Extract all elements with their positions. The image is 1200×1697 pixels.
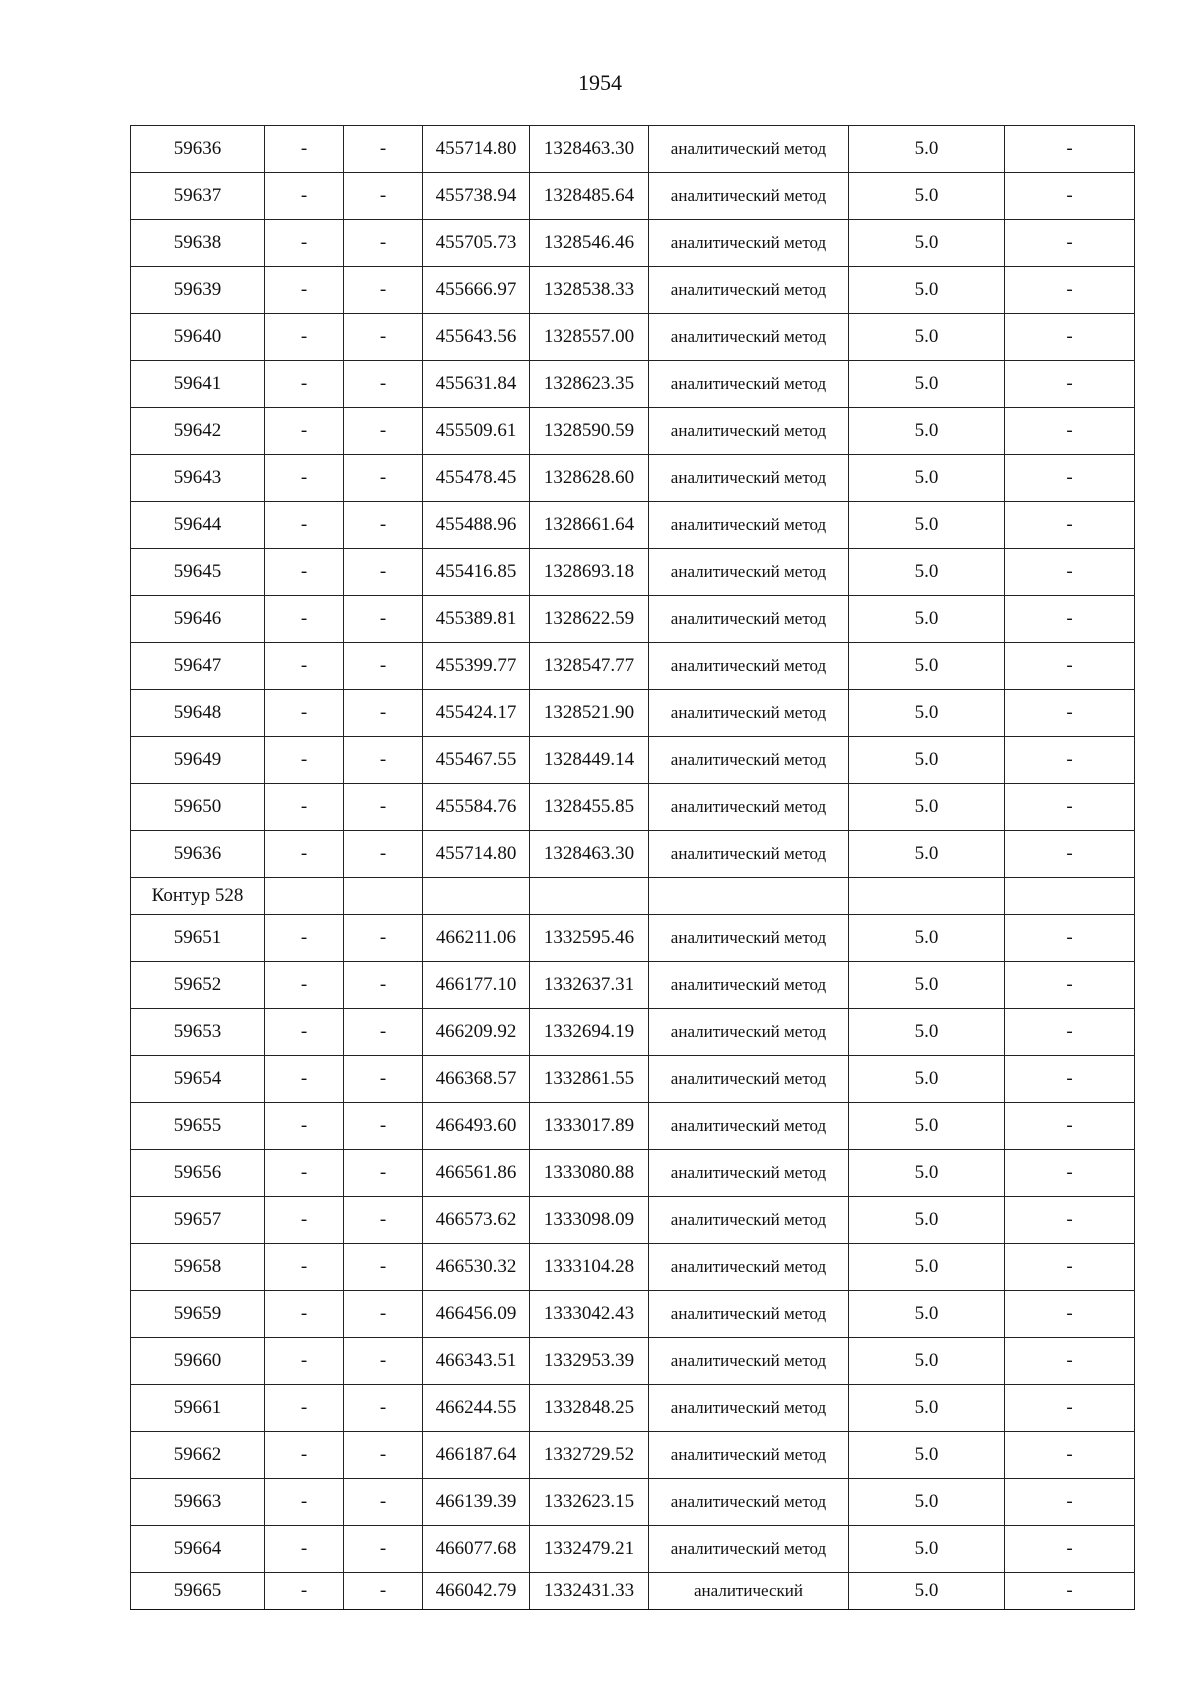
precision-cell: 5.0	[849, 1291, 1005, 1338]
note-cell: -	[1005, 737, 1135, 784]
column-2-cell: -	[265, 1432, 344, 1479]
y-coordinate-cell: 1328485.64	[530, 173, 649, 220]
x-coordinate-cell: 455714.80	[423, 126, 530, 173]
x-coordinate-cell: 466177.10	[423, 962, 530, 1009]
note-cell: -	[1005, 549, 1135, 596]
section-row	[131, 878, 1135, 915]
column-3-cell: -	[344, 1573, 423, 1610]
method-cell: аналитический метод	[649, 1009, 849, 1056]
y-coordinate-cell: 1328455.85	[530, 784, 649, 831]
note-cell: -	[1005, 1385, 1135, 1432]
column-3-cell: -	[344, 737, 423, 784]
precision-cell: 5.0	[849, 737, 1005, 784]
table-row	[131, 502, 1135, 549]
x-coordinate-cell: 466244.55	[423, 1385, 530, 1432]
precision-cell: 5.0	[849, 267, 1005, 314]
column-3-cell: -	[344, 455, 423, 502]
note-cell: -	[1005, 173, 1135, 220]
y-coordinate-cell: 1328463.30	[530, 831, 649, 878]
table-row	[131, 1526, 1135, 1573]
column-3-cell: -	[344, 126, 423, 173]
y-coordinate-cell: 1333017.89	[530, 1103, 649, 1150]
column-3-cell: -	[344, 1150, 423, 1197]
point-number-cell: 59662	[131, 1432, 265, 1479]
y-coordinate-cell: 1332729.52	[530, 1432, 649, 1479]
note-cell: -	[1005, 1197, 1135, 1244]
precision-cell: 5.0	[849, 314, 1005, 361]
column-2-cell: -	[265, 549, 344, 596]
x-coordinate-cell: 455509.61	[423, 408, 530, 455]
note-cell: -	[1005, 126, 1135, 173]
column-3-cell: -	[344, 408, 423, 455]
precision-cell: 5.0	[849, 962, 1005, 1009]
precision-cell: 5.0	[849, 1338, 1005, 1385]
point-number-cell: 59656	[131, 1150, 265, 1197]
note-cell: -	[1005, 1432, 1135, 1479]
point-number-cell: 59653	[131, 1009, 265, 1056]
note-cell: -	[1005, 1009, 1135, 1056]
column-2-cell: -	[265, 1244, 344, 1291]
column-3-cell: -	[344, 502, 423, 549]
x-coordinate-cell: 466561.86	[423, 1150, 530, 1197]
method-cell: аналитический метод	[649, 1103, 849, 1150]
column-2-cell: -	[265, 267, 344, 314]
x-coordinate-cell: 455478.45	[423, 455, 530, 502]
note-cell: -	[1005, 455, 1135, 502]
table-row	[131, 267, 1135, 314]
precision-cell: 5.0	[849, 361, 1005, 408]
table-row	[131, 1244, 1135, 1291]
y-coordinate-cell: 1332431.33	[530, 1573, 649, 1610]
column-3-cell: -	[344, 549, 423, 596]
x-coordinate-cell: 455631.84	[423, 361, 530, 408]
method-cell: аналитический метод	[649, 314, 849, 361]
note-cell: -	[1005, 1479, 1135, 1526]
note-cell: -	[1005, 502, 1135, 549]
precision-cell: 5.0	[849, 1009, 1005, 1056]
column-3-cell: -	[344, 1244, 423, 1291]
column-2-cell: -	[265, 831, 344, 878]
point-number-cell: 59648	[131, 690, 265, 737]
x-coordinate-cell: 455705.73	[423, 220, 530, 267]
column-3-cell: -	[344, 915, 423, 962]
x-coordinate-cell: 466493.60	[423, 1103, 530, 1150]
column-3-cell: -	[344, 314, 423, 361]
note-cell: -	[1005, 1526, 1135, 1573]
y-coordinate-cell: 1328449.14	[530, 737, 649, 784]
table-row	[131, 1573, 1135, 1610]
note-cell: -	[1005, 1291, 1135, 1338]
column-3-cell: -	[344, 1479, 423, 1526]
x-coordinate-cell: 455643.56	[423, 314, 530, 361]
page-number: 1954	[578, 70, 622, 95]
table-row	[131, 1150, 1135, 1197]
precision-cell: 5.0	[849, 784, 1005, 831]
column-2-cell: -	[265, 784, 344, 831]
column-2-cell: -	[265, 1197, 344, 1244]
column-2-cell: -	[265, 361, 344, 408]
table-row	[131, 831, 1135, 878]
precision-cell: 5.0	[849, 1103, 1005, 1150]
y-coordinate-cell: 1332694.19	[530, 1009, 649, 1056]
x-coordinate-cell: 455488.96	[423, 502, 530, 549]
method-cell: аналитический метод	[649, 1056, 849, 1103]
empty-cell	[423, 878, 530, 915]
column-2-cell: -	[265, 690, 344, 737]
method-cell: аналитический	[649, 1573, 849, 1610]
x-coordinate-cell: 466530.32	[423, 1244, 530, 1291]
note-cell: -	[1005, 596, 1135, 643]
x-coordinate-cell: 466343.51	[423, 1338, 530, 1385]
note-cell: -	[1005, 314, 1135, 361]
x-coordinate-cell: 455666.97	[423, 267, 530, 314]
note-cell: -	[1005, 220, 1135, 267]
y-coordinate-cell: 1328547.77	[530, 643, 649, 690]
method-cell: аналитический метод	[649, 1479, 849, 1526]
y-coordinate-cell: 1328693.18	[530, 549, 649, 596]
method-cell: аналитический метод	[649, 1291, 849, 1338]
precision-cell: 5.0	[849, 643, 1005, 690]
precision-cell: 5.0	[849, 1244, 1005, 1291]
precision-cell: 5.0	[849, 1150, 1005, 1197]
y-coordinate-cell: 1328590.59	[530, 408, 649, 455]
table-row	[131, 596, 1135, 643]
precision-cell: 5.0	[849, 126, 1005, 173]
precision-cell: 5.0	[849, 220, 1005, 267]
point-number-cell: 59647	[131, 643, 265, 690]
method-cell: аналитический метод	[649, 831, 849, 878]
precision-cell: 5.0	[849, 690, 1005, 737]
table-row	[131, 361, 1135, 408]
point-number-cell: 59650	[131, 784, 265, 831]
point-number-cell: 59652	[131, 962, 265, 1009]
y-coordinate-cell: 1328628.60	[530, 455, 649, 502]
method-cell: аналитический метод	[649, 408, 849, 455]
method-cell: аналитический метод	[649, 596, 849, 643]
note-cell: -	[1005, 915, 1135, 962]
point-number-cell: 59661	[131, 1385, 265, 1432]
precision-cell: 5.0	[849, 915, 1005, 962]
column-3-cell: -	[344, 962, 423, 1009]
method-cell: аналитический метод	[649, 1432, 849, 1479]
point-number-cell: 59638	[131, 220, 265, 267]
x-coordinate-cell: 466209.92	[423, 1009, 530, 1056]
point-number-cell: 59654	[131, 1056, 265, 1103]
column-2-cell: -	[265, 1385, 344, 1432]
y-coordinate-cell: 1328538.33	[530, 267, 649, 314]
point-number-cell: 59642	[131, 408, 265, 455]
y-coordinate-cell: 1328661.64	[530, 502, 649, 549]
method-cell: аналитический метод	[649, 1197, 849, 1244]
note-cell: -	[1005, 1244, 1135, 1291]
table-row	[131, 455, 1135, 502]
precision-cell: 5.0	[849, 1385, 1005, 1432]
table-body	[131, 126, 1135, 1610]
x-coordinate-cell: 455738.94	[423, 173, 530, 220]
section-label: Контур 528	[131, 878, 265, 915]
column-2-cell: -	[265, 737, 344, 784]
x-coordinate-cell: 466042.79	[423, 1573, 530, 1610]
column-2-cell: -	[265, 596, 344, 643]
y-coordinate-cell: 1328623.35	[530, 361, 649, 408]
point-number-cell: 59663	[131, 1479, 265, 1526]
x-coordinate-cell: 466077.68	[423, 1526, 530, 1573]
column-3-cell: -	[344, 361, 423, 408]
precision-cell: 5.0	[849, 173, 1005, 220]
y-coordinate-cell: 1328521.90	[530, 690, 649, 737]
point-number-cell: 59637	[131, 173, 265, 220]
column-3-cell: -	[344, 1197, 423, 1244]
point-number-cell: 59645	[131, 549, 265, 596]
table-row	[131, 173, 1135, 220]
precision-cell: 5.0	[849, 1432, 1005, 1479]
empty-cell	[649, 878, 849, 915]
column-2-cell: -	[265, 1009, 344, 1056]
y-coordinate-cell: 1328463.30	[530, 126, 649, 173]
note-cell: -	[1005, 1338, 1135, 1385]
y-coordinate-cell: 1333042.43	[530, 1291, 649, 1338]
method-cell: аналитический метод	[649, 784, 849, 831]
point-number-cell: 59641	[131, 361, 265, 408]
method-cell: аналитический метод	[649, 549, 849, 596]
note-cell: -	[1005, 1056, 1135, 1103]
point-number-cell: 59657	[131, 1197, 265, 1244]
empty-cell	[265, 878, 344, 915]
point-number-cell: 59643	[131, 455, 265, 502]
method-cell: аналитический метод	[649, 173, 849, 220]
table-row	[131, 408, 1135, 455]
x-coordinate-cell: 466187.64	[423, 1432, 530, 1479]
column-2-cell: -	[265, 1338, 344, 1385]
method-cell: аналитический метод	[649, 1338, 849, 1385]
table-row	[131, 549, 1135, 596]
note-cell: -	[1005, 831, 1135, 878]
precision-cell: 5.0	[849, 455, 1005, 502]
point-number-cell: 59636	[131, 831, 265, 878]
method-cell: аналитический метод	[649, 1150, 849, 1197]
column-2-cell: -	[265, 173, 344, 220]
precision-cell: 5.0	[849, 596, 1005, 643]
y-coordinate-cell: 1332953.39	[530, 1338, 649, 1385]
y-coordinate-cell: 1328557.00	[530, 314, 649, 361]
table-row	[131, 1385, 1135, 1432]
point-number-cell: 59640	[131, 314, 265, 361]
point-number-cell: 59649	[131, 737, 265, 784]
point-number-cell: 59664	[131, 1526, 265, 1573]
method-cell: аналитический метод	[649, 1526, 849, 1573]
precision-cell: 5.0	[849, 549, 1005, 596]
column-2-cell: -	[265, 220, 344, 267]
precision-cell: 5.0	[849, 831, 1005, 878]
method-cell: аналитический метод	[649, 502, 849, 549]
point-number-cell: 59660	[131, 1338, 265, 1385]
point-number-cell: 59655	[131, 1103, 265, 1150]
note-cell: -	[1005, 408, 1135, 455]
column-2-cell: -	[265, 1150, 344, 1197]
note-cell: -	[1005, 643, 1135, 690]
column-2-cell: -	[265, 1573, 344, 1610]
method-cell: аналитический метод	[649, 455, 849, 502]
note-cell: -	[1005, 690, 1135, 737]
column-2-cell: -	[265, 1479, 344, 1526]
column-3-cell: -	[344, 267, 423, 314]
table-row	[131, 1103, 1135, 1150]
column-2-cell: -	[265, 455, 344, 502]
column-2-cell: -	[265, 1526, 344, 1573]
column-3-cell: -	[344, 1103, 423, 1150]
column-2-cell: -	[265, 962, 344, 1009]
point-number-cell: 59651	[131, 915, 265, 962]
table-row	[131, 690, 1135, 737]
precision-cell: 5.0	[849, 502, 1005, 549]
x-coordinate-cell: 466211.06	[423, 915, 530, 962]
method-cell: аналитический метод	[649, 962, 849, 1009]
note-cell: -	[1005, 1573, 1135, 1610]
column-3-cell: -	[344, 1526, 423, 1573]
x-coordinate-cell: 466573.62	[423, 1197, 530, 1244]
column-2-cell: -	[265, 1056, 344, 1103]
note-cell: -	[1005, 784, 1135, 831]
precision-cell: 5.0	[849, 1573, 1005, 1610]
column-3-cell: -	[344, 1009, 423, 1056]
column-3-cell: -	[344, 831, 423, 878]
y-coordinate-cell: 1332637.31	[530, 962, 649, 1009]
table-row	[131, 1056, 1135, 1103]
precision-cell: 5.0	[849, 1479, 1005, 1526]
y-coordinate-cell: 1332861.55	[530, 1056, 649, 1103]
y-coordinate-cell: 1332848.25	[530, 1385, 649, 1432]
y-coordinate-cell: 1332479.21	[530, 1526, 649, 1573]
column-2-cell: -	[265, 408, 344, 455]
y-coordinate-cell: 1332595.46	[530, 915, 649, 962]
method-cell: аналитический метод	[649, 361, 849, 408]
note-cell: -	[1005, 962, 1135, 1009]
table-row	[131, 314, 1135, 361]
point-number-cell: 59646	[131, 596, 265, 643]
empty-cell	[530, 878, 649, 915]
method-cell: аналитический метод	[649, 690, 849, 737]
column-2-cell: -	[265, 314, 344, 361]
column-3-cell: -	[344, 643, 423, 690]
precision-cell: 5.0	[849, 408, 1005, 455]
column-3-cell: -	[344, 1385, 423, 1432]
method-cell: аналитический метод	[649, 220, 849, 267]
column-3-cell: -	[344, 173, 423, 220]
table-row	[131, 126, 1135, 173]
point-number-cell: 59658	[131, 1244, 265, 1291]
y-coordinate-cell: 1333080.88	[530, 1150, 649, 1197]
method-cell: аналитический метод	[649, 126, 849, 173]
point-number-cell: 59665	[131, 1573, 265, 1610]
column-2-cell: -	[265, 502, 344, 549]
x-coordinate-cell: 455416.85	[423, 549, 530, 596]
x-coordinate-cell: 455389.81	[423, 596, 530, 643]
coordinates-table	[130, 125, 1135, 1610]
empty-cell	[344, 878, 423, 915]
column-3-cell: -	[344, 1056, 423, 1103]
point-number-cell: 59659	[131, 1291, 265, 1338]
table-row	[131, 737, 1135, 784]
x-coordinate-cell: 455467.55	[423, 737, 530, 784]
column-3-cell: -	[344, 1338, 423, 1385]
method-cell: аналитический метод	[649, 267, 849, 314]
x-coordinate-cell: 455424.17	[423, 690, 530, 737]
table-row	[131, 915, 1135, 962]
method-cell: аналитический метод	[649, 643, 849, 690]
x-coordinate-cell: 455584.76	[423, 784, 530, 831]
method-cell: аналитический метод	[649, 737, 849, 784]
empty-cell	[1005, 878, 1135, 915]
note-cell: -	[1005, 1103, 1135, 1150]
precision-cell: 5.0	[849, 1056, 1005, 1103]
column-3-cell: -	[344, 784, 423, 831]
column-3-cell: -	[344, 690, 423, 737]
empty-cell	[849, 878, 1005, 915]
table-row	[131, 1197, 1135, 1244]
x-coordinate-cell: 466456.09	[423, 1291, 530, 1338]
table-row	[131, 643, 1135, 690]
column-3-cell: -	[344, 220, 423, 267]
note-cell: -	[1005, 361, 1135, 408]
y-coordinate-cell: 1328546.46	[530, 220, 649, 267]
precision-cell: 5.0	[849, 1526, 1005, 1573]
table-row	[131, 220, 1135, 267]
method-cell: аналитический метод	[649, 1244, 849, 1291]
column-2-cell: -	[265, 643, 344, 690]
column-3-cell: -	[344, 1291, 423, 1338]
x-coordinate-cell: 466368.57	[423, 1056, 530, 1103]
method-cell: аналитический метод	[649, 915, 849, 962]
method-cell: аналитический метод	[649, 1385, 849, 1432]
column-2-cell: -	[265, 915, 344, 962]
table-row	[131, 1338, 1135, 1385]
column-2-cell: -	[265, 1291, 344, 1338]
y-coordinate-cell: 1328622.59	[530, 596, 649, 643]
note-cell: -	[1005, 1150, 1135, 1197]
point-number-cell: 59644	[131, 502, 265, 549]
point-number-cell: 59639	[131, 267, 265, 314]
x-coordinate-cell: 455714.80	[423, 831, 530, 878]
column-3-cell: -	[344, 1432, 423, 1479]
table-row	[131, 1009, 1135, 1056]
table-row	[131, 1479, 1135, 1526]
y-coordinate-cell: 1332623.15	[530, 1479, 649, 1526]
x-coordinate-cell: 455399.77	[423, 643, 530, 690]
table-row	[131, 962, 1135, 1009]
note-cell: -	[1005, 267, 1135, 314]
x-coordinate-cell: 466139.39	[423, 1479, 530, 1526]
y-coordinate-cell: 1333104.28	[530, 1244, 649, 1291]
column-2-cell: -	[265, 1103, 344, 1150]
table-row	[131, 1432, 1135, 1479]
column-3-cell: -	[344, 596, 423, 643]
table-row	[131, 1291, 1135, 1338]
table-row	[131, 784, 1135, 831]
column-2-cell: -	[265, 126, 344, 173]
y-coordinate-cell: 1333098.09	[530, 1197, 649, 1244]
point-number-cell: 59636	[131, 126, 265, 173]
precision-cell: 5.0	[849, 1197, 1005, 1244]
